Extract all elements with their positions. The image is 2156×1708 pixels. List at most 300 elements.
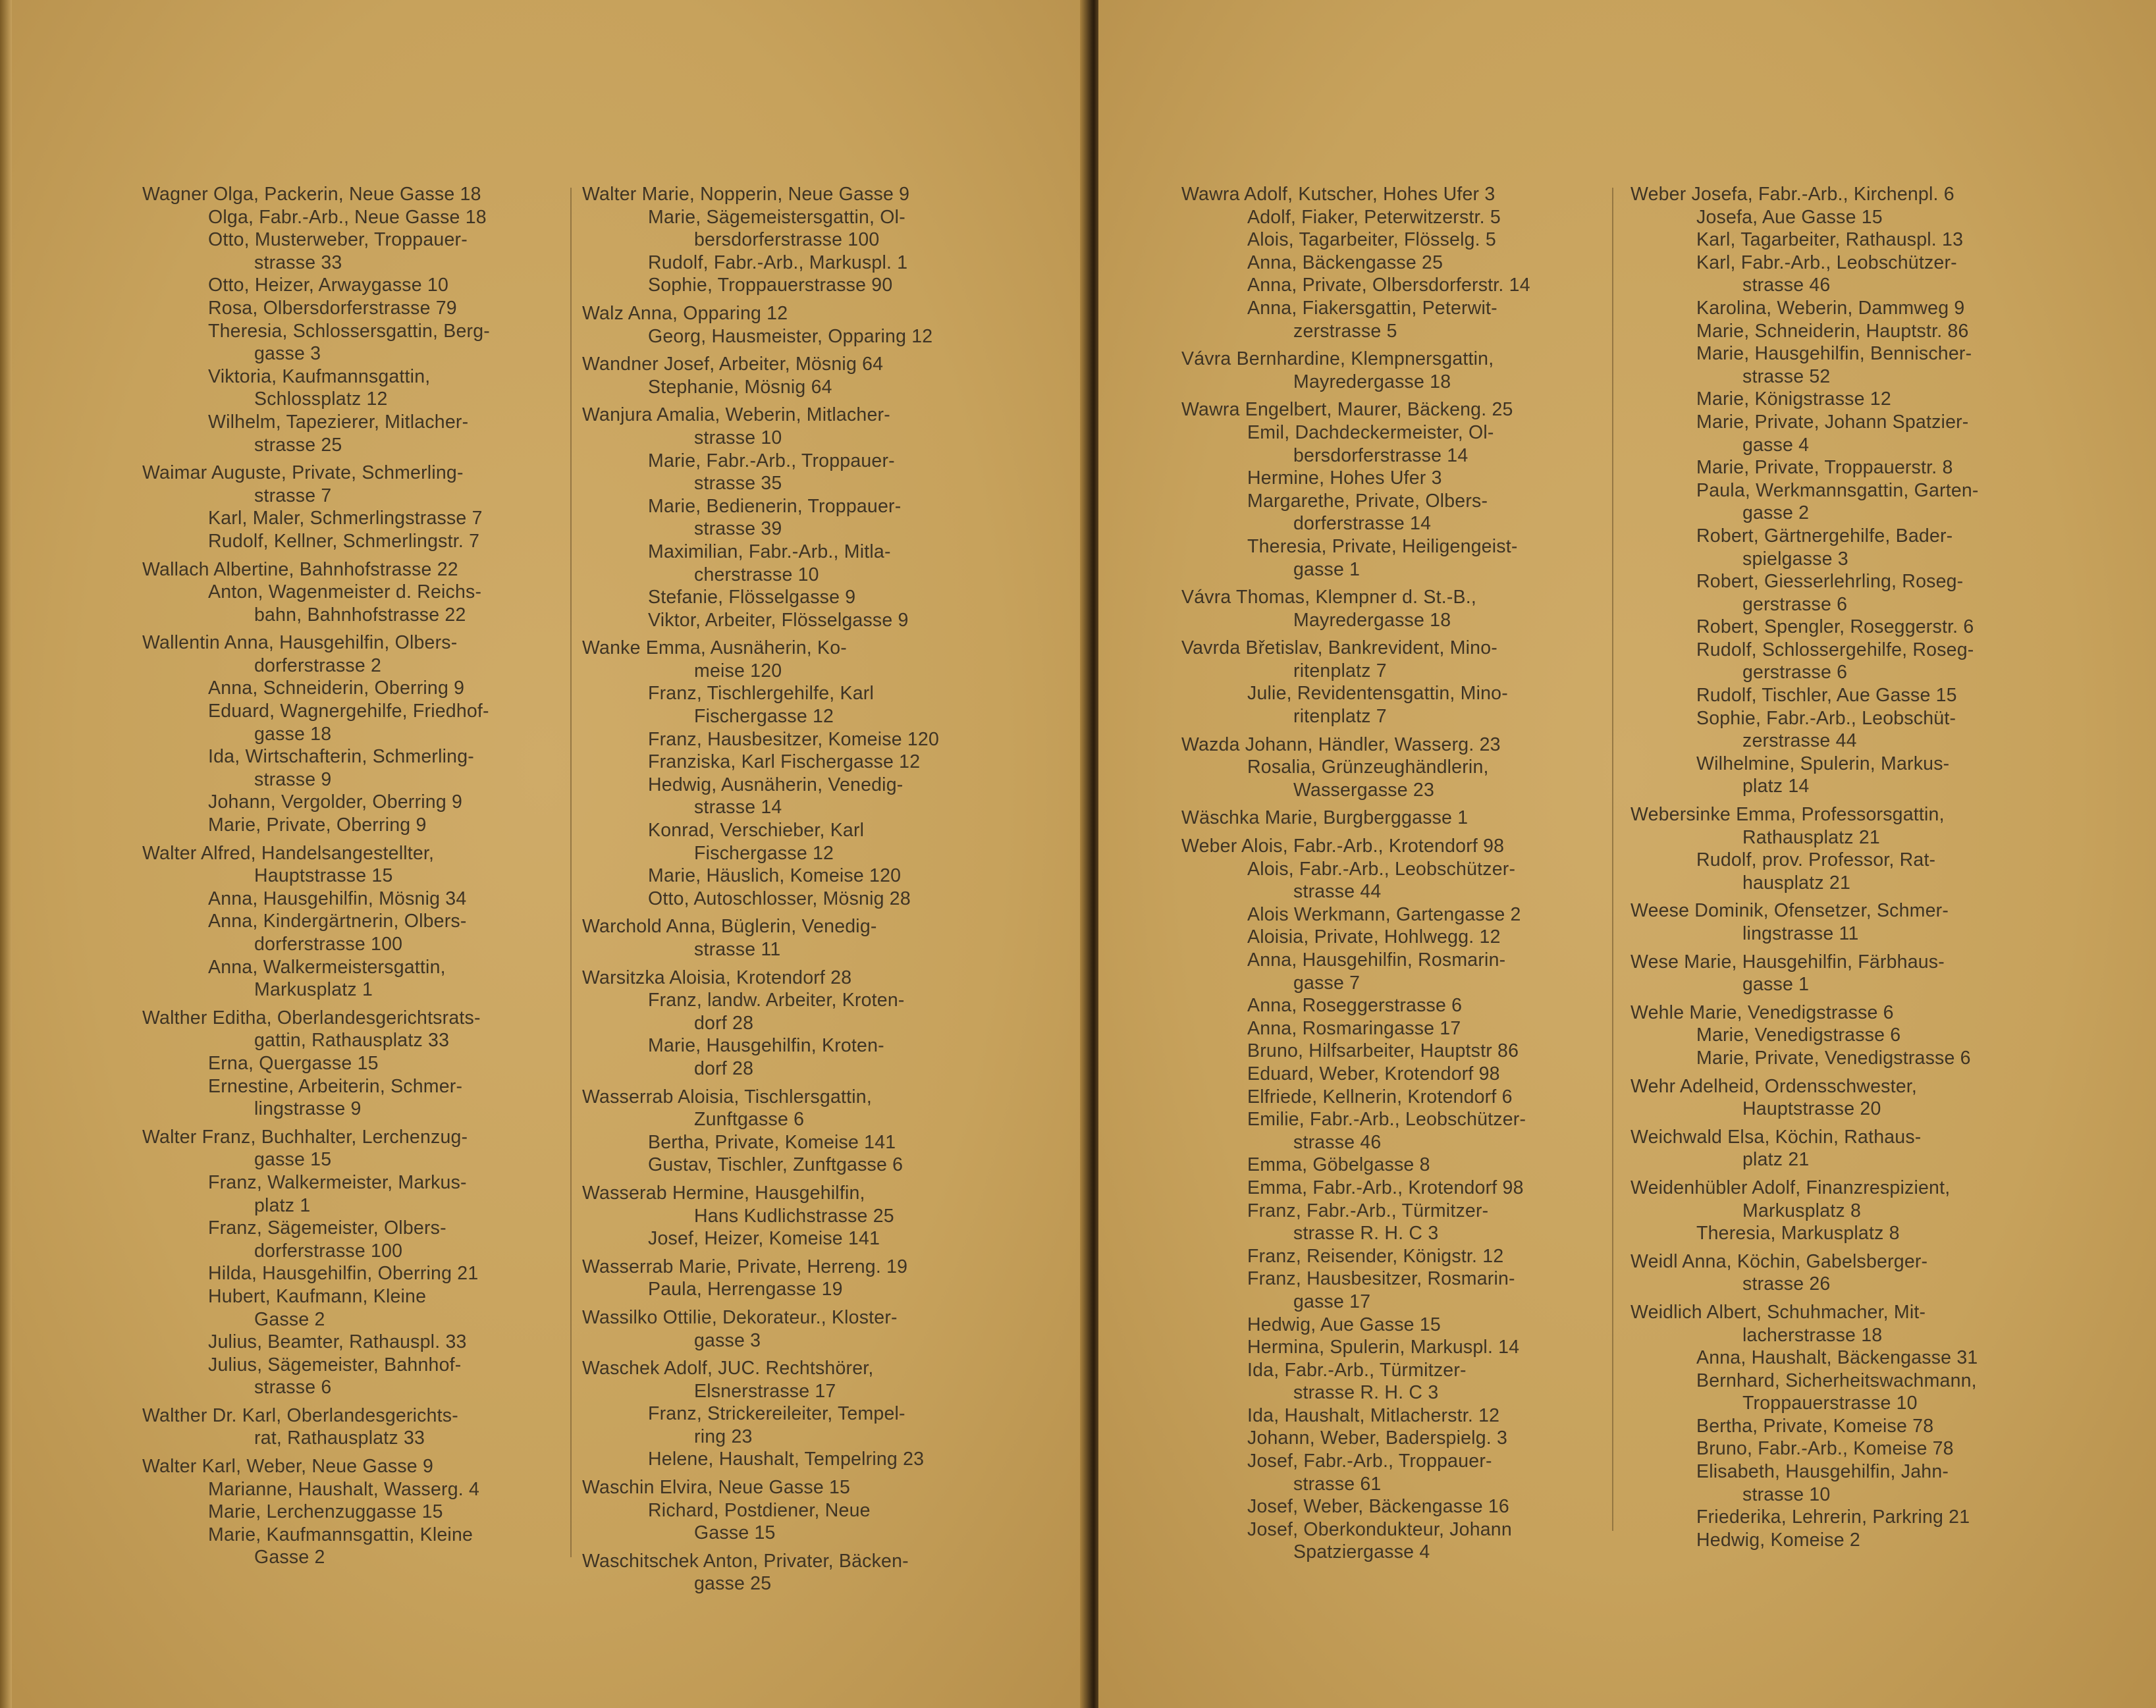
entry-continuation: Mayredergasse 18 [1293, 609, 1451, 631]
entry-line: Gustav, Tischler, Zunftgasse 6 [648, 1154, 903, 1176]
directory-entry [1181, 1108, 1616, 1154]
directory-entry [1181, 183, 1616, 206]
directory-column-2 [582, 183, 1017, 1595]
directory-entry [582, 1034, 1017, 1080]
entry-line: Marie, Sägemeistersgattin, Ol- [648, 206, 905, 228]
directory-entry [582, 1256, 1017, 1279]
entry-continuation: strasse 39 [694, 518, 782, 540]
directory-entry [1630, 1301, 2065, 1347]
directory-entry [582, 302, 1017, 325]
directory-entry [1181, 835, 1616, 858]
directory-entry [142, 183, 564, 206]
directory-entry [1630, 1047, 2065, 1070]
entry-continuation: Hans Kudlichstrasse 25 [694, 1205, 894, 1227]
entry-line: Hilda, Hausgehilfin, Oberring 21 [208, 1263, 479, 1285]
entry-continuation: Troppauerstrasse 10 [1742, 1393, 1918, 1414]
entry-continuation: Schlossplatz 12 [254, 388, 388, 410]
entry-line: Marie, Private, Oberring 9 [208, 814, 427, 836]
directory-entry [142, 1126, 564, 1171]
entry-line: Ida, Wirtschafterin, Schmerling- [208, 746, 474, 768]
directory-entry [1181, 734, 1616, 757]
entry-continuation: dorferstrasse 100 [254, 934, 403, 955]
entry-line: Emilie, Fabr.-Arb., Leobschützer- [1247, 1109, 1526, 1131]
entry-continuation: lingstrasse 11 [1742, 923, 1859, 944]
entry-line: Eduard, Weber, Krotendorf 98 [1247, 1063, 1500, 1084]
entry-line: Franz, Walkermeister, Markus- [208, 1171, 467, 1193]
entry-line: Weichwald Elsa, Köchin, Rathaus- [1630, 1126, 1922, 1148]
entry-line: Walter Franz, Buchhalter, Lerchenzug- [142, 1126, 468, 1148]
directory-entry [1630, 320, 2065, 343]
entry-line: Anna, Haushalt, Bäckengasse 31 [1696, 1347, 1978, 1369]
entry-continuation: lingstrasse 9 [254, 1098, 362, 1120]
entry-line: Marie, Private, Troppauerstr. 8 [1696, 457, 1953, 479]
entry-line: Rosalia, Grünzeughändlerin, [1247, 757, 1489, 778]
entry-continuation: strasse R. H. C 3 [1293, 1382, 1439, 1404]
directory-entry [582, 404, 1017, 449]
directory-entry [582, 183, 1017, 206]
entry-line: Rudolf, prov. Professor, Rat- [1696, 849, 1936, 871]
directory-entry [1630, 1506, 2065, 1529]
entry-line: Josef, Oberkondukteur, Johann [1247, 1518, 1512, 1540]
entry-line: Josef, Heizer, Komeise 141 [648, 1228, 880, 1250]
directory-entry [1630, 1460, 2065, 1506]
entry-line: Josef, Fabr.-Arb., Troppauer- [1247, 1451, 1492, 1472]
entry-line: Waschitschek Anton, Privater, Bäcken- [582, 1550, 909, 1572]
entry-line: Franz, Tischlergehilfe, Karl [648, 683, 874, 705]
entry-line: Josefa, Aue Gasse 15 [1696, 206, 1883, 228]
entry-line: Weidlich Albert, Schuhmacher, Mit- [1630, 1301, 1926, 1323]
entry-line: Wasserrab Marie, Private, Herreng. 19 [582, 1256, 908, 1277]
directory-entry [1181, 586, 1616, 631]
directory-entry [1181, 903, 1616, 926]
directory-entry [142, 1262, 564, 1285]
directory-entry [1181, 398, 1616, 421]
entry-continuation: gerstrasse 6 [1742, 662, 1848, 683]
entry-line: Richard, Postdiener, Neue [648, 1499, 871, 1521]
entry-line: Sophie, Troppauerstrasse 90 [648, 275, 893, 296]
entry-line: Vávra Thomas, Klempner d. St.-B., [1181, 587, 1477, 608]
directory-entry [1181, 1040, 1616, 1063]
entry-line: Waimar Auguste, Private, Schmerling- [142, 462, 464, 484]
entry-continuation: Fischergasse 12 [694, 706, 834, 728]
entry-line: Weber Josefa, Fabr.-Arb., Kirchenpl. 6 [1630, 184, 1954, 205]
directory-entry [582, 1227, 1017, 1250]
entry-line: Paula, Herrengasse 19 [648, 1279, 843, 1300]
directory-entry [1630, 951, 2065, 996]
entry-continuation: platz 1 [254, 1194, 311, 1216]
directory-entry [1181, 535, 1616, 581]
entry-continuation: strasse 61 [1293, 1473, 1382, 1495]
entry-continuation: gasse 3 [254, 343, 321, 365]
directory-entry [1630, 1177, 2065, 1222]
entry-line: Georg, Hausmeister, Opparing 12 [648, 325, 933, 347]
entry-continuation: hausplatz 21 [1742, 872, 1851, 894]
entry-line: Aloisia, Private, Hohlwegg. 12 [1247, 926, 1501, 948]
entry-line: Hedwig, Aue Gasse 15 [1247, 1314, 1441, 1335]
entry-continuation: gasse 15 [254, 1149, 332, 1171]
directory-entry [1630, 616, 2065, 639]
entry-line: Ida, Fabr.-Arb., Türmitzer- [1247, 1359, 1467, 1381]
entry-line: Otto, Heizer, Arwaygasse 10 [208, 275, 448, 296]
entry-continuation: Rathausplatz 21 [1742, 826, 1880, 848]
entry-line: Johann, Weber, Baderspielg. 3 [1247, 1428, 1508, 1449]
directory-entry [582, 274, 1017, 297]
entry-continuation: Hauptstrasse 15 [254, 865, 393, 887]
directory-entry [582, 1499, 1017, 1545]
directory-entry [582, 586, 1017, 609]
directory-entry [582, 1476, 1017, 1499]
directory-entry [1630, 342, 2065, 388]
entry-continuation: dorferstrasse 2 [254, 654, 382, 676]
directory-entry [1181, 1200, 1616, 1245]
directory-entry [142, 814, 564, 837]
entry-line: Wanjura Amalia, Weberin, Mitlacher- [582, 404, 890, 426]
directory-entry [582, 353, 1017, 376]
entry-continuation: bahn, Bahnhofstrasse 22 [254, 604, 466, 626]
directory-entry [1181, 858, 1616, 903]
directory-entry [142, 530, 564, 553]
directory-entry [1181, 252, 1616, 275]
directory-entry [582, 252, 1017, 275]
entry-continuation: gasse 7 [1293, 972, 1361, 994]
entry-continuation: strasse 46 [1742, 275, 1831, 296]
entry-line: Wehr Adelheid, Ordensschwester, [1630, 1075, 1917, 1097]
entry-line: Josef, Weber, Bäckengasse 16 [1247, 1496, 1509, 1518]
entry-line: Adolf, Fiaker, Peterwitzerstr. 5 [1247, 206, 1501, 228]
directory-entry [1181, 1063, 1616, 1086]
directory-entry [582, 376, 1017, 399]
entry-line: Theresia, Private, Heiligengeist- [1247, 535, 1518, 557]
entry-line: Wazda Johann, Händler, Wasserg. 23 [1181, 734, 1501, 755]
entry-line: Ernestine, Arbeiterin, Schmer- [208, 1075, 463, 1097]
directory-entry [582, 915, 1017, 961]
entry-continuation: strasse 25 [254, 434, 342, 456]
directory-entry [1181, 1336, 1616, 1359]
directory-entry [142, 631, 564, 677]
entry-continuation: bersdorferstrasse 14 [1293, 444, 1469, 466]
directory-entry [1630, 297, 2065, 320]
entry-line: Robert, Gärtnergehilfe, Bader- [1696, 525, 1953, 547]
directory-entry [142, 888, 564, 911]
entry-line: Anton, Wagenmeister d. Reichs- [208, 581, 482, 603]
directory-entry [1630, 1222, 2065, 1245]
entry-line: Vavrda Břetislav, Bankrevident, Mino- [1181, 637, 1497, 659]
entry-line: Hermine, Hohes Ufer 3 [1247, 467, 1442, 489]
entry-line: Marie, Private, Johann Spatzier- [1696, 411, 1969, 433]
directory-entry [1181, 1314, 1616, 1337]
directory-entry [582, 1357, 1017, 1402]
directory-entry [142, 1404, 564, 1450]
directory-entry [142, 507, 564, 530]
directory-entry [1630, 1001, 2065, 1025]
directory-entry [1181, 682, 1616, 728]
entry-line: Wäschka Marie, Burgberggasse 1 [1181, 807, 1469, 829]
entry-continuation: zerstrasse 5 [1293, 320, 1397, 342]
entry-line: Marie, Häuslich, Komeise 120 [648, 865, 902, 887]
directory-entry [1181, 1518, 1616, 1564]
directory-entry [582, 609, 1017, 632]
directory-entry [582, 206, 1017, 252]
directory-entry [1630, 803, 2065, 849]
entry-line: Wanke Emma, Ausnäherin, Ko- [582, 637, 847, 659]
entry-continuation: ritenplatz 7 [1293, 706, 1387, 728]
entry-continuation: gasse 17 [1293, 1291, 1371, 1312]
directory-entry [1630, 1370, 2065, 1415]
directory-entry [1630, 639, 2065, 684]
entry-continuation: zerstrasse 44 [1742, 730, 1857, 752]
entry-line: Franz, Fabr.-Arb., Türmitzer- [1247, 1200, 1489, 1221]
entry-line: Weidenhübler Adolf, Finanzrespizient, [1630, 1177, 1951, 1198]
entry-line: Julius, Beamter, Rathauspl. 33 [208, 1331, 467, 1353]
entry-line: Viktoria, Kaufmannsgattin, [208, 365, 431, 387]
directory-entry [1630, 570, 2065, 616]
directory-entry [142, 677, 564, 700]
directory-entry [142, 910, 564, 955]
entry-line: Anna, Walkermeistersgattin, [208, 956, 446, 978]
directory-entry [142, 1285, 564, 1331]
directory-entry [582, 728, 1017, 751]
entry-continuation: Hauptstrasse 20 [1742, 1098, 1881, 1120]
directory-entry [1181, 926, 1616, 949]
directory-entry [1181, 228, 1616, 252]
directory-entry [1181, 637, 1616, 682]
entry-continuation: strasse 52 [1742, 365, 1831, 387]
entry-continuation: lacherstrasse 18 [1742, 1324, 1883, 1346]
directory-entry [1181, 994, 1616, 1017]
directory-entry [1630, 753, 2065, 798]
directory-entry [1181, 421, 1616, 467]
entry-line: Marie, Lerchenzuggasse 15 [208, 1501, 443, 1523]
directory-entry [1630, 1126, 2065, 1171]
entry-line: Bruno, Hilfsarbeiter, Hauptstr 86 [1247, 1040, 1519, 1062]
entry-line: Olga, Fabr.-Arb., Neue Gasse 18 [208, 206, 487, 228]
entry-continuation: Mayredergasse 18 [1293, 371, 1451, 392]
entry-line: Konrad, Verschieber, Karl [648, 820, 865, 841]
directory-entry [1181, 297, 1616, 342]
directory-entry [142, 1455, 564, 1478]
entry-line: Otto, Musterweber, Troppauer- [208, 229, 468, 251]
entry-line: Wagner Olga, Packerin, Neue Gasse 18 [142, 184, 481, 205]
entry-line: Rudolf, Fabr.-Arb., Markuspl. 1 [648, 252, 908, 273]
entry-continuation: ritenplatz 7 [1293, 660, 1387, 681]
directory-entry [142, 558, 564, 581]
entry-line: Franziska, Karl Fischergasse 12 [648, 751, 921, 773]
entry-line: Anna, Private, Olbersdorferstr. 14 [1247, 275, 1530, 296]
entry-continuation: strasse 14 [694, 797, 782, 818]
directory-entry [142, 320, 564, 365]
entry-line: Rudolf, Schlossergehilfe, Roseg- [1696, 639, 1974, 660]
directory-entry [142, 365, 564, 411]
entry-continuation: strasse 44 [1293, 881, 1382, 903]
directory-entry [582, 1278, 1017, 1301]
directory-entry [1181, 1086, 1616, 1109]
entry-line: Weese Dominik, Ofensetzer, Schmer- [1630, 900, 1949, 922]
directory-entry [582, 682, 1017, 728]
entry-line: Helene, Haushalt, Tempelring 23 [648, 1449, 925, 1470]
entry-line: Rudolf, Tischler, Aue Gasse 15 [1696, 685, 1957, 707]
directory-entry [1630, 707, 2065, 753]
directory-entry [142, 1007, 564, 1052]
entry-line: Wassilko Ottilie, Dekorateur., Kloster- [582, 1306, 898, 1328]
entry-line: Marie, Venedigstrasse 6 [1696, 1025, 1901, 1046]
directory-entry [582, 450, 1017, 495]
entry-line: Karl, Tagarbeiter, Rathauspl. 13 [1696, 229, 1964, 251]
entry-line: Bernhard, Sicherheitswachmann, [1696, 1370, 1977, 1391]
entry-line: Anna, Rosmaringasse 17 [1247, 1017, 1461, 1039]
entry-line: Marie, Fabr.-Arb., Troppauer- [648, 450, 895, 471]
directory-entry [582, 1306, 1017, 1352]
entry-line: Viktor, Arbeiter, Flösselgasse 9 [648, 609, 909, 631]
directory-entry [582, 1086, 1017, 1131]
entry-line: Stefanie, Flösselgasse 9 [648, 587, 856, 608]
entry-line: Bertha, Private, Komeise 141 [648, 1131, 896, 1153]
directory-entry [582, 967, 1017, 990]
directory-entry [582, 1402, 1017, 1448]
entry-line: Alois, Fabr.-Arb., Leobschützer- [1247, 858, 1516, 880]
entry-line: Bruno, Fabr.-Arb., Komeise 78 [1696, 1438, 1954, 1460]
entry-line: Marie, Hausgehilfin, Kroten- [648, 1035, 884, 1057]
entry-continuation: rat, Rathausplatz 33 [254, 1428, 425, 1449]
directory-entry [142, 1354, 564, 1399]
directory-entry [1630, 252, 2065, 297]
entry-line: Karolina, Weberin, Dammweg 9 [1696, 297, 1965, 319]
entry-continuation: strasse 35 [694, 473, 782, 494]
entry-line: Robert, Spengler, Roseggerstr. 6 [1696, 616, 1974, 638]
entry-line: Franz, landw. Arbeiter, Kroten- [648, 990, 905, 1011]
entry-line: Marie, Private, Venedigstrasse 6 [1696, 1047, 1971, 1069]
directory-entry [1630, 456, 2065, 479]
entry-line: Walter Alfred, Handelsangestellter, [142, 842, 435, 864]
directory-entry [142, 228, 564, 274]
directory-entry [142, 581, 564, 626]
directory-entry [1630, 525, 2065, 570]
directory-entry [142, 1478, 564, 1501]
entry-continuation: platz 21 [1742, 1149, 1810, 1171]
entry-continuation: dorferstrasse 14 [1293, 513, 1432, 535]
entry-continuation: strasse R. H. C 3 [1293, 1223, 1439, 1244]
entry-line: Marie, Schneiderin, Hauptstr. 86 [1696, 320, 1969, 342]
entry-line: Weber Alois, Fabr.-Arb., Krotendorf 98 [1181, 836, 1505, 857]
entry-line: Theresia, Schlossersgattin, Berg- [208, 320, 490, 342]
directory-entry [142, 1501, 564, 1524]
directory-entry [1181, 490, 1616, 535]
directory-entry [1181, 1427, 1616, 1450]
entry-line: Wallach Albertine, Bahnhofstrasse 22 [142, 558, 458, 580]
entry-continuation: Gasse 2 [254, 1308, 325, 1330]
entry-line: Anna, Kindergärtnerin, Olbers- [208, 911, 467, 932]
directory-entry [582, 819, 1017, 865]
directory-entry [582, 989, 1017, 1034]
entry-line: Paula, Werkmannsgattin, Garten- [1696, 479, 1979, 501]
directory-entry [142, 462, 564, 507]
entry-line: Walther Editha, Oberlandesgerichtsrats- [142, 1007, 481, 1028]
directory-entry [1181, 274, 1616, 297]
directory-entry [142, 745, 564, 791]
directory-entry [582, 637, 1017, 682]
entry-line: Elisabeth, Hausgehilfin, Jahn- [1696, 1461, 1949, 1483]
entry-line: Friederika, Lehrerin, Parkring 21 [1696, 1507, 1970, 1528]
directory-entry [1630, 1529, 2065, 1552]
entry-line: Warchold Anna, Büglerin, Venedig- [582, 916, 877, 938]
entry-continuation: Gasse 2 [254, 1547, 325, 1568]
directory-entry [1630, 1024, 2065, 1047]
directory-entry [1630, 228, 2065, 252]
entry-line: Hedwig, Komeise 2 [1696, 1529, 1860, 1551]
directory-entry [1181, 1495, 1616, 1518]
directory-entry [142, 411, 564, 456]
entry-continuation: strasse 26 [1742, 1273, 1831, 1295]
entry-line: Marie, Hausgehilfin, Bennischer- [1696, 343, 1972, 365]
entry-line: Ida, Haushalt, Mitlacherstr. 12 [1247, 1404, 1500, 1426]
entry-continuation: strasse 11 [694, 939, 781, 960]
directory-entry [1181, 348, 1616, 393]
entry-continuation: platz 14 [1742, 776, 1810, 797]
entry-continuation: cherstrasse 10 [694, 564, 819, 585]
directory-entry [582, 774, 1017, 819]
entry-line: Alois Werkmann, Gartengasse 2 [1247, 903, 1521, 925]
directory-entry [1630, 684, 2065, 707]
directory-entry [142, 1052, 564, 1075]
entry-continuation: strasse 10 [1742, 1483, 1831, 1505]
directory-entry [1181, 1450, 1616, 1495]
entry-continuation: Fischergasse 12 [694, 842, 834, 864]
directory-entry [582, 1448, 1017, 1471]
entry-continuation: Spatziergasse 4 [1293, 1541, 1430, 1563]
entry-continuation: gasse 3 [694, 1329, 761, 1351]
entry-continuation: Zunftgasse 6 [694, 1109, 805, 1131]
entry-line: Johann, Vergolder, Oberring 9 [208, 791, 463, 813]
entry-line: Otto, Autoschlosser, Mösnig 28 [648, 888, 911, 909]
directory-entry [142, 700, 564, 745]
entry-continuation: bersdorferstrasse 100 [694, 229, 880, 251]
entry-line: Walter Marie, Nopperin, Neue Gasse 9 [582, 184, 910, 205]
entry-continuation: gasse 2 [1742, 502, 1810, 524]
entry-line: Wehle Marie, Venedigstrasse 6 [1630, 1001, 1894, 1023]
entry-continuation: Markusplatz 1 [254, 979, 373, 1001]
directory-entry [1181, 1359, 1616, 1404]
directory-entry [1181, 1404, 1616, 1428]
entry-line: Julius, Sägemeister, Bahnhof- [208, 1354, 462, 1375]
entry-line: Warsitzka Aloisia, Krotendorf 28 [582, 967, 852, 988]
entry-line: Franz, Sägemeister, Olbers- [208, 1217, 446, 1239]
entry-continuation: gasse 1 [1742, 974, 1810, 996]
directory-entry [582, 888, 1017, 911]
directory-entry [1181, 1268, 1616, 1313]
entry-line: Franz, Hausbesitzer, Komeise 120 [648, 728, 940, 750]
directory-entry [1630, 183, 2065, 206]
directory-entry [1630, 849, 2065, 894]
entry-continuation: strasse 9 [254, 768, 332, 790]
entry-line: Emil, Dachdeckermeister, Ol- [1247, 421, 1494, 443]
directory-entry [1181, 1154, 1616, 1177]
entry-line: Wese Marie, Hausgehilfin, Färbhaus- [1630, 951, 1945, 973]
entry-line: Wilhelmine, Spulerin, Markus- [1696, 753, 1950, 774]
entry-line: Emma, Göbelgasse 8 [1247, 1154, 1430, 1176]
entry-continuation: spielgasse 3 [1742, 548, 1848, 570]
entry-line: Maximilian, Fabr.-Arb., Mitla- [648, 541, 891, 562]
directory-entry [1181, 949, 1616, 994]
entry-continuation: ring 23 [694, 1426, 753, 1447]
entry-line: Wawra Adolf, Kutscher, Hohes Ufer 3 [1181, 184, 1496, 205]
entry-continuation: strasse 46 [1293, 1131, 1382, 1153]
entry-continuation: meise 120 [694, 660, 782, 681]
entry-continuation: gasse 4 [1742, 434, 1810, 456]
directory-entry [1181, 467, 1616, 490]
directory-entry [142, 1217, 564, 1262]
entry-continuation: Wassergasse 23 [1293, 779, 1435, 801]
directory-entry [142, 842, 564, 888]
directory-entry [582, 1550, 1017, 1595]
